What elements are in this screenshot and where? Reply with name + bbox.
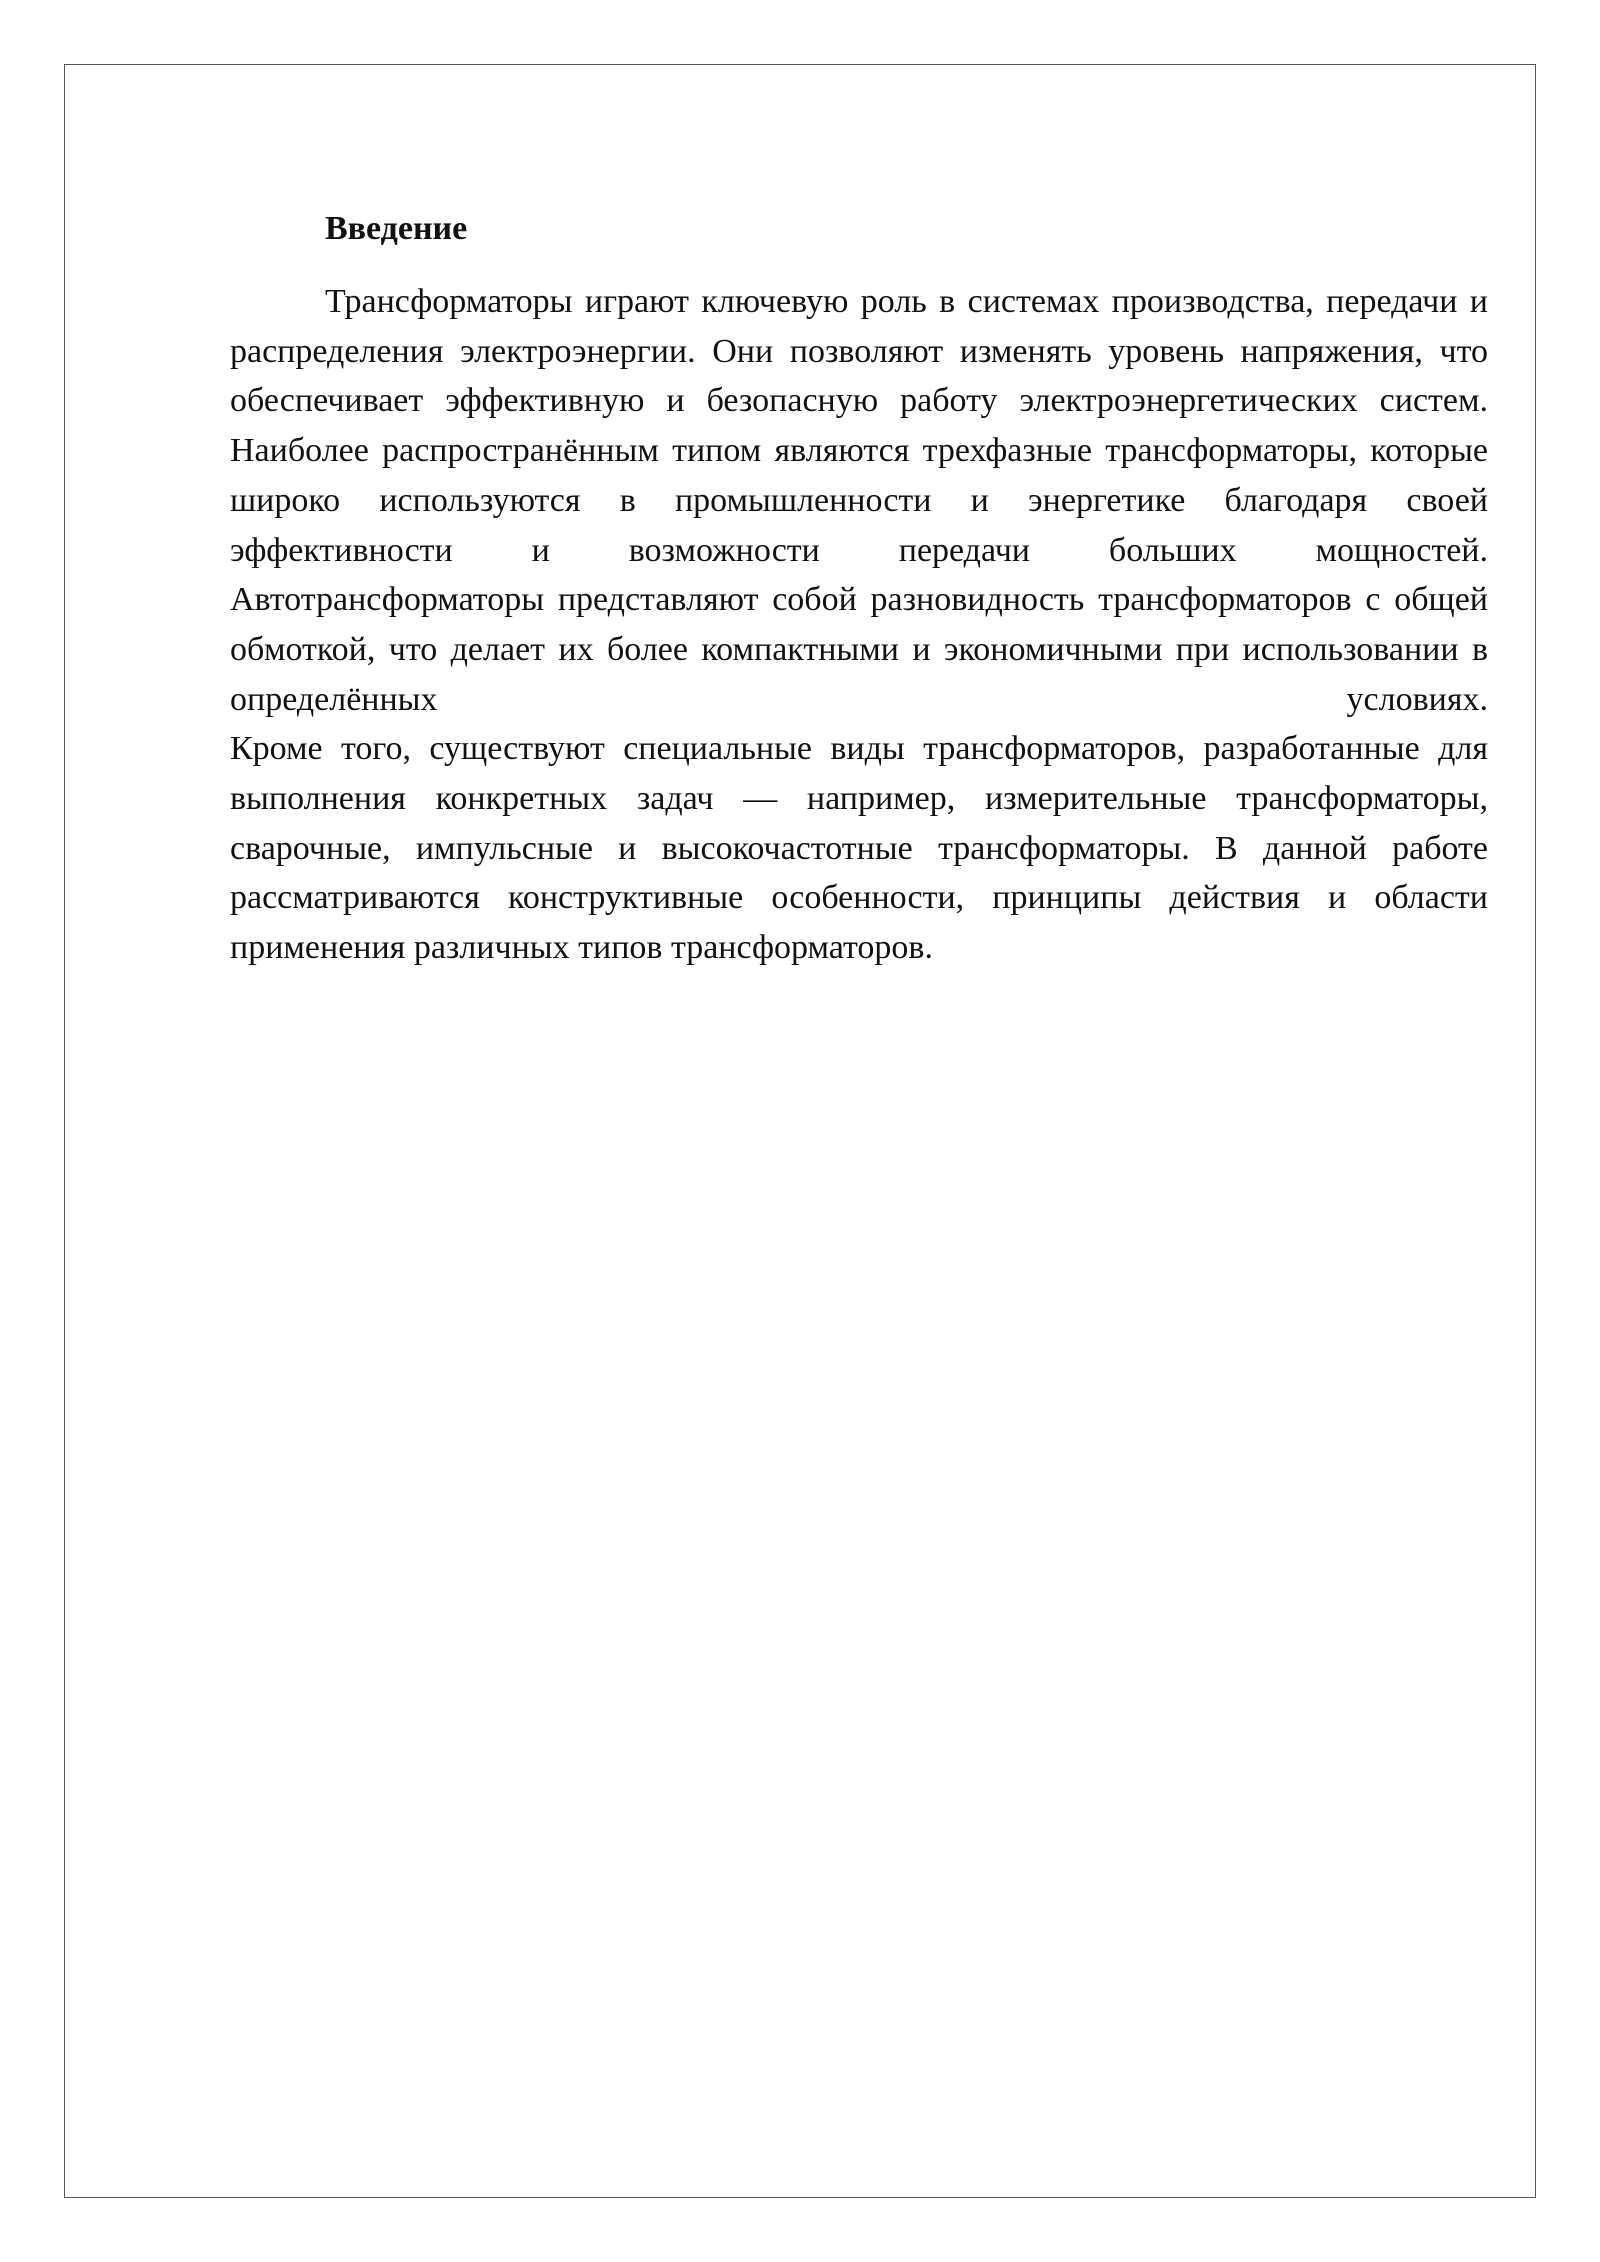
paragraph-special-types: Кроме того, существуют специальные виды трансформаторов, разработанные для выполнения конкретных задач — например, измерительные трансформаторы, сварочные, импульсные и высокочастотные трансформаторы. В данной работе рассматриваются конструктивные особенности, принципы действия и области применения различных типов трансформаторов.	[230, 730, 1488, 967]
paragraph-intro: Трансформаторы играют ключевую роль в системах производства, передачи и распределения электроэнергии. Они позволяют изменять уровень напряжения, что обеспечивает эффективную и безопасную работу электроэнергетических систем. Наиболее распространённым типом являются трехфазные трансформаторы, которые широко используются в промышленности и энергетике благодаря своей эффективности и возможности передачи больших мощностей.	[230, 283, 1488, 569]
document-content	[230, 205, 1488, 973]
body-text	[230, 277, 1488, 973]
paragraph-autotransformers: Автотрансформаторы представляют собой разновидность трансформаторов с общей обмоткой, что делает их более компактными и экономичными при использовании в определённых условиях.	[230, 581, 1488, 718]
page-frame	[64, 64, 1536, 2198]
section-heading: Введение	[325, 210, 468, 247]
